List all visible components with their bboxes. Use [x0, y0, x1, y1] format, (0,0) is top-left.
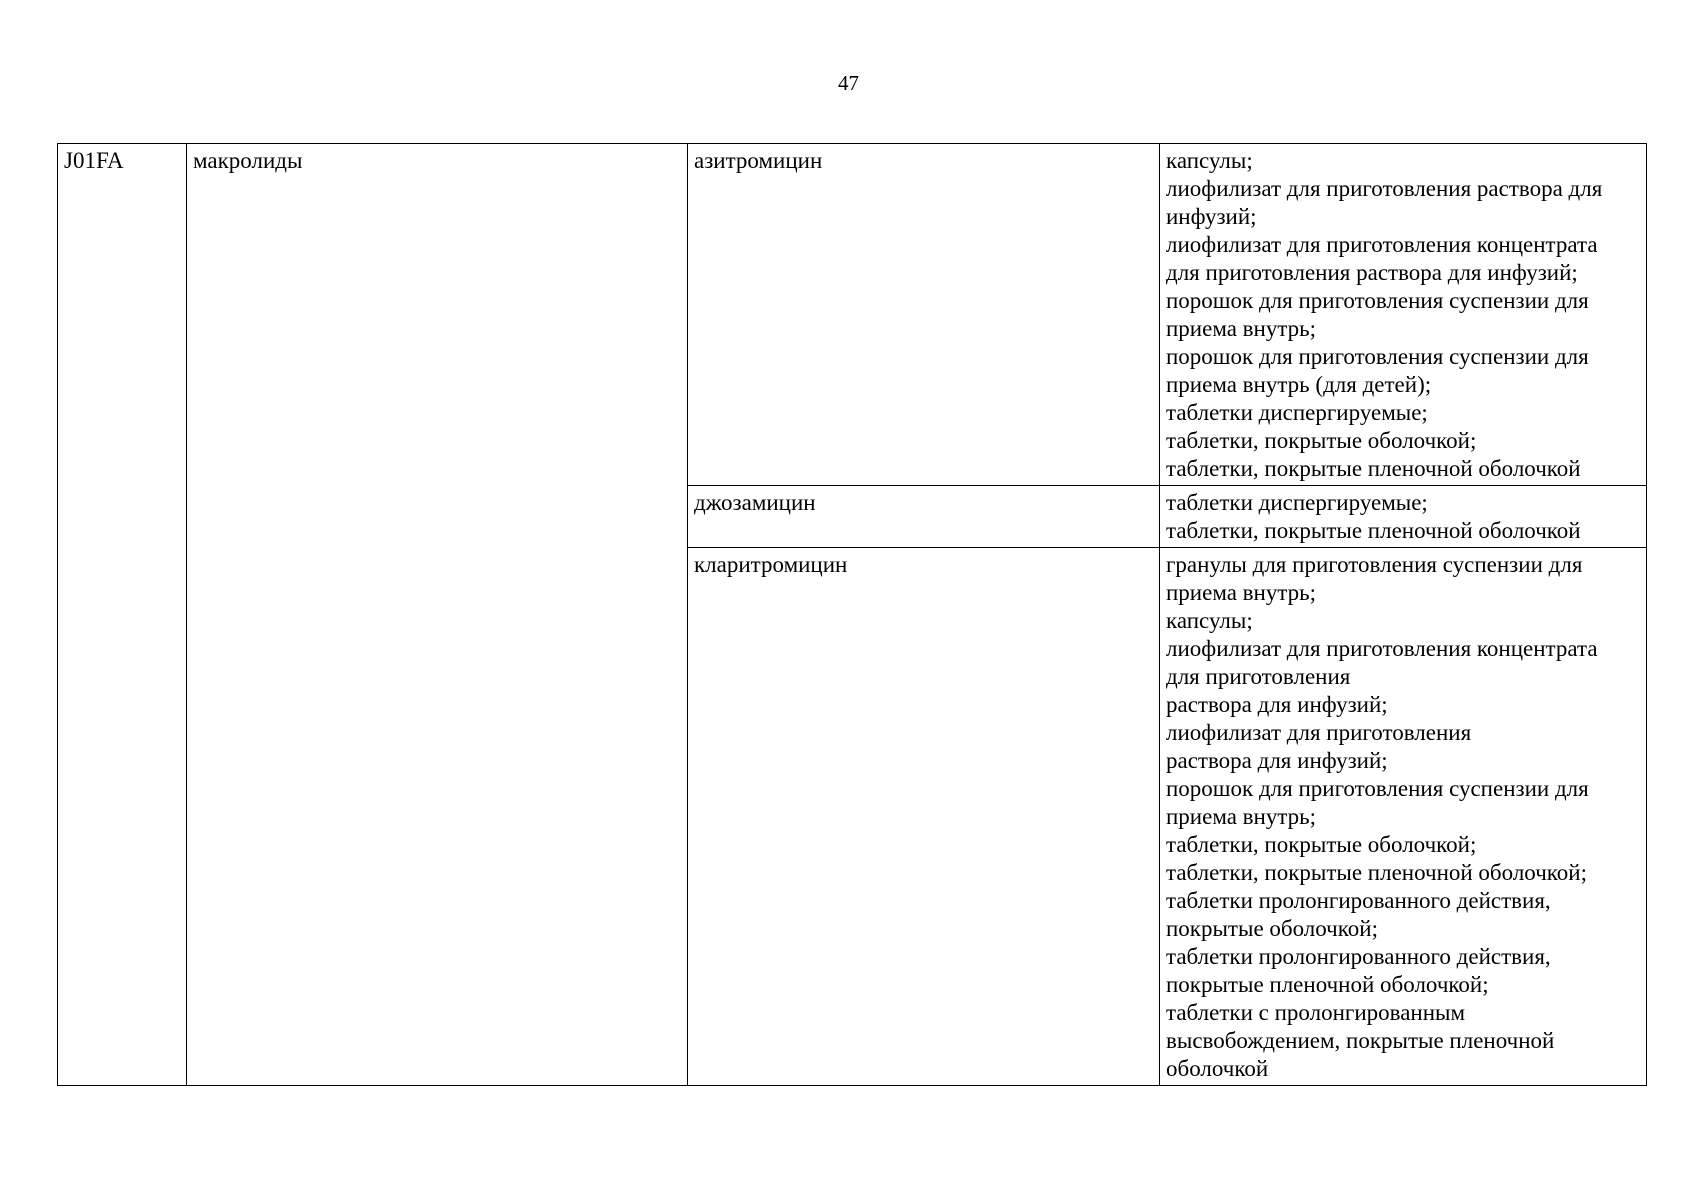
dosage-forms-cell	[1160, 144, 1647, 486]
dosage-form: капсулы;	[1166, 148, 1253, 173]
dosage-form: порошок для приготовления суспензии для	[1166, 288, 1589, 313]
dosage-form: таблетки с пролонгированным	[1166, 1000, 1466, 1025]
dosage-form: лиофилизат для приготовления раствора для	[1166, 176, 1603, 201]
dosage-form: высвобождением, покрытые пленочной	[1166, 1028, 1555, 1053]
dosage-form: таблетки, покрытые пленочной оболочкой	[1166, 518, 1581, 543]
dosage-form: приема внутрь;	[1166, 804, 1317, 829]
dosage-form: таблетки, покрытые пленочной оболочкой	[1166, 456, 1581, 481]
dosage-form: таблетки, покрытые пленочной оболочкой;	[1166, 860, 1587, 885]
dosage-form: приема внутрь;	[1166, 316, 1317, 341]
dosage-forms-cell	[1160, 548, 1647, 1086]
dosage-form: оболочкой	[1166, 1056, 1269, 1081]
atc-code: J01FA	[64, 148, 124, 173]
dosage-form: таблетки, покрытые оболочкой;	[1166, 428, 1477, 453]
dosage-form: таблетки диспергируемые;	[1166, 400, 1428, 425]
table-row	[58, 144, 1647, 486]
page-number: 47	[838, 71, 859, 95]
dosage-forms-cell	[1160, 486, 1647, 548]
drug-name: кларитромицин	[694, 552, 848, 577]
dosage-form: приема внутрь;	[1166, 580, 1317, 605]
dosage-form: инфузий;	[1166, 204, 1257, 229]
dosage-form: приема внутрь (для детей);	[1166, 372, 1432, 397]
dosage-form: капсулы;	[1166, 608, 1253, 633]
group-name-cell	[187, 144, 688, 1086]
dosage-form: таблетки пролонгированного действия,	[1166, 944, 1551, 969]
dosage-form: таблетки диспергируемые;	[1166, 490, 1428, 515]
dosage-form: таблетки пролонгированного действия,	[1166, 888, 1551, 913]
dosage-form: для приготовления	[1166, 664, 1351, 689]
drug-table	[57, 143, 1647, 1086]
dosage-form: для приготовления раствора для инфузий;	[1166, 260, 1578, 285]
group-name: макролиды	[193, 148, 303, 173]
drug-name-cell	[688, 486, 1160, 548]
dosage-form: таблетки, покрытые оболочкой;	[1166, 832, 1477, 857]
dosage-form: лиофилизат для приготовления концентрата	[1166, 636, 1598, 661]
drug-name: джозамицин	[694, 490, 816, 515]
drug-name-cell	[688, 144, 1160, 486]
dosage-form: гранулы для приготовления суспензии для	[1166, 552, 1583, 577]
drug-name-cell	[688, 548, 1160, 1086]
dosage-form: лиофилизат для приготовления концентрата	[1166, 232, 1598, 257]
atc-code-cell	[58, 144, 187, 1086]
dosage-form: раствора для инфузий;	[1166, 748, 1388, 773]
dosage-form: раствора для инфузий;	[1166, 692, 1388, 717]
drug-name: азитромицин	[694, 148, 823, 173]
dosage-form: порошок для приготовления суспензии для	[1166, 344, 1589, 369]
dosage-form: порошок для приготовления суспензии для	[1166, 776, 1589, 801]
dosage-form: покрытые оболочкой;	[1166, 916, 1378, 941]
dosage-form: лиофилизат для приготовления	[1166, 720, 1472, 745]
dosage-form: покрытые пленочной оболочкой;	[1166, 972, 1489, 997]
